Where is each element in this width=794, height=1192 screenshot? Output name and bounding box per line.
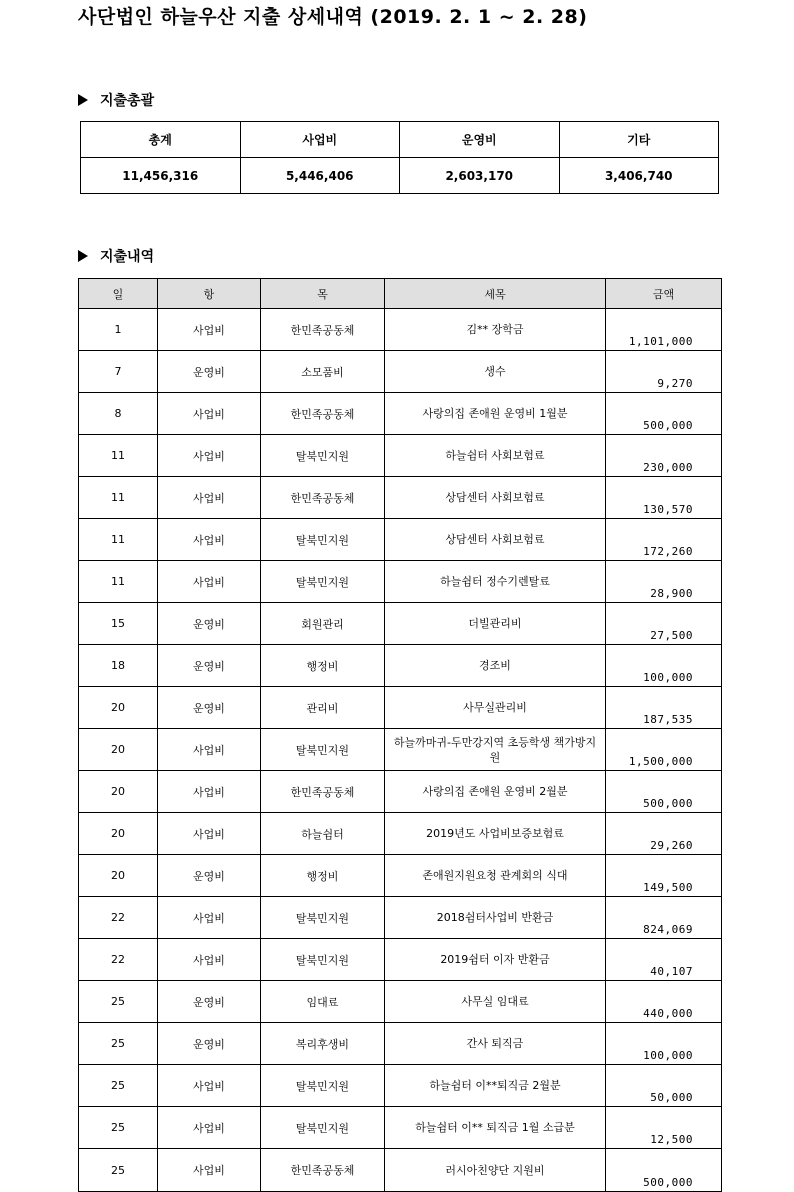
row-item: 복리후생비 (261, 1023, 385, 1065)
row-category: 운영비 (158, 687, 261, 729)
row-amount: 50,000 (606, 1065, 722, 1107)
row-detail: 상담센터 사회보험료 (385, 519, 606, 561)
summary-value-operation: 2,603,170 (400, 158, 560, 194)
row-day: 8 (79, 393, 158, 435)
row-amount: 149,500 (606, 855, 722, 897)
table-row (79, 603, 722, 645)
row-item: 탈북민지원 (261, 939, 385, 981)
row-amount: 500,000 (606, 771, 722, 813)
summary-value-total: 11,456,316 (81, 158, 241, 194)
row-detail: 사랑의집 존애원 운영비 2월분 (385, 771, 606, 813)
row-item: 관리비 (261, 687, 385, 729)
row-day: 20 (79, 771, 158, 813)
row-detail: 러시아친양단 지원비 (385, 1149, 606, 1192)
table-row (79, 687, 722, 729)
header-detail: 세목 (385, 279, 606, 309)
row-day: 11 (79, 435, 158, 477)
triangle-bullet-icon (78, 250, 88, 262)
row-day: 18 (79, 645, 158, 687)
row-day: 1 (79, 309, 158, 351)
row-amount: 28,900 (606, 561, 722, 603)
row-day: 25 (79, 1023, 158, 1065)
row-item: 하늘쉼터 (261, 813, 385, 855)
row-amount: 440,000 (606, 981, 722, 1023)
row-day: 22 (79, 939, 158, 981)
row-detail: 하늘까마귀-두만강지역 초등학생 책가방지원 (385, 729, 606, 771)
table-row (79, 309, 722, 351)
detail-table (78, 278, 722, 1192)
row-amount: 1,500,000 (606, 729, 722, 771)
row-day: 25 (79, 1149, 158, 1192)
detail-table-body (79, 309, 722, 1192)
row-detail: 사무실 임대료 (385, 981, 606, 1023)
header-item: 목 (261, 279, 385, 309)
row-item: 한민족공동체 (261, 477, 385, 519)
summary-value-business: 5,446,406 (240, 158, 400, 194)
row-amount: 187,535 (606, 687, 722, 729)
row-category: 사업비 (158, 309, 261, 351)
row-detail: 2018쉼터사업비 반환금 (385, 897, 606, 939)
row-category: 운영비 (158, 981, 261, 1023)
row-amount: 27,500 (606, 603, 722, 645)
row-detail: 더빌관리비 (385, 603, 606, 645)
row-amount: 824,069 (606, 897, 722, 939)
detail-section-heading (78, 246, 154, 266)
row-category: 사업비 (158, 729, 261, 771)
summary-table (80, 121, 719, 194)
summary-header-operation: 운영비 (400, 122, 560, 158)
row-category: 운영비 (158, 645, 261, 687)
row-amount: 130,570 (606, 477, 722, 519)
row-detail: 생수 (385, 351, 606, 393)
table-row (79, 771, 722, 813)
table-row (79, 561, 722, 603)
summary-header-total: 총계 (81, 122, 241, 158)
row-detail: 간사 퇴직금 (385, 1023, 606, 1065)
row-detail: 2019년도 사업비보증보험료 (385, 813, 606, 855)
summary-header-row (81, 122, 719, 158)
row-detail: 하늘쉼터 정수기렌탈료 (385, 561, 606, 603)
table-row (79, 1023, 722, 1065)
row-category: 운영비 (158, 1023, 261, 1065)
table-row (79, 351, 722, 393)
detail-heading-text: 지출내역 (100, 249, 155, 265)
table-row (79, 897, 722, 939)
row-amount: 230,000 (606, 435, 722, 477)
table-row (79, 435, 722, 477)
row-item: 탈북민지원 (261, 519, 385, 561)
row-item: 한민족공동체 (261, 1149, 385, 1192)
row-detail: 사랑의집 존애원 운영비 1월분 (385, 393, 606, 435)
row-item: 소모품비 (261, 351, 385, 393)
row-detail: 경조비 (385, 645, 606, 687)
row-category: 사업비 (158, 939, 261, 981)
summary-value-row (81, 158, 719, 194)
row-item: 임대료 (261, 981, 385, 1023)
row-category: 사업비 (158, 1149, 261, 1192)
row-detail: 김** 장학금 (385, 309, 606, 351)
row-amount: 12,500 (606, 1107, 722, 1149)
row-category: 사업비 (158, 393, 261, 435)
summary-header-other: 기타 (559, 122, 719, 158)
row-item: 탈북민지원 (261, 897, 385, 939)
row-amount: 100,000 (606, 1023, 722, 1065)
row-amount: 172,260 (606, 519, 722, 561)
table-row (79, 393, 722, 435)
detail-header-row (79, 279, 722, 309)
table-row (79, 519, 722, 561)
row-category: 사업비 (158, 813, 261, 855)
row-detail: 하늘쉼터 이**퇴직금 2월분 (385, 1065, 606, 1107)
row-detail: 사무실관리비 (385, 687, 606, 729)
row-day: 25 (79, 1065, 158, 1107)
row-day: 20 (79, 813, 158, 855)
row-item: 탈북민지원 (261, 435, 385, 477)
row-item: 탈북민지원 (261, 561, 385, 603)
table-row (79, 645, 722, 687)
row-item: 탈북민지원 (261, 1065, 385, 1107)
summary-value-other: 3,406,740 (559, 158, 719, 194)
row-item: 탈북민지원 (261, 1107, 385, 1149)
row-day: 20 (79, 729, 158, 771)
row-category: 운영비 (158, 351, 261, 393)
row-category: 사업비 (158, 1065, 261, 1107)
row-category: 운영비 (158, 603, 261, 645)
row-detail: 하늘쉼터 이** 퇴직금 1월 소급분 (385, 1107, 606, 1149)
table-row (79, 1149, 722, 1192)
row-item: 한민족공동체 (261, 309, 385, 351)
table-row (79, 981, 722, 1023)
row-item: 한민족공동체 (261, 393, 385, 435)
row-item: 행정비 (261, 645, 385, 687)
row-day: 7 (79, 351, 158, 393)
row-day: 20 (79, 855, 158, 897)
row-category: 운영비 (158, 855, 261, 897)
summary-header-business: 사업비 (240, 122, 400, 158)
row-category: 사업비 (158, 477, 261, 519)
row-amount: 29,260 (606, 813, 722, 855)
table-row (79, 1107, 722, 1149)
triangle-bullet-icon (78, 94, 88, 106)
document-title: 사단법인 하늘우산 지출 상세내역 (2019. 2. 1 ~ 2. 28) (78, 6, 588, 28)
row-amount: 100,000 (606, 645, 722, 687)
row-day: 15 (79, 603, 158, 645)
table-row (79, 813, 722, 855)
row-category: 사업비 (158, 561, 261, 603)
header-category: 항 (158, 279, 261, 309)
row-day: 25 (79, 981, 158, 1023)
row-category: 사업비 (158, 435, 261, 477)
row-category: 사업비 (158, 1107, 261, 1149)
row-amount: 40,107 (606, 939, 722, 981)
row-item: 회원관리 (261, 603, 385, 645)
row-day: 11 (79, 519, 158, 561)
row-day: 25 (79, 1107, 158, 1149)
row-day: 11 (79, 561, 158, 603)
row-amount: 1,101,000 (606, 309, 722, 351)
header-day: 일 (79, 279, 158, 309)
summary-section-heading (78, 90, 154, 110)
row-amount: 9,270 (606, 351, 722, 393)
table-row (79, 477, 722, 519)
row-detail: 상담센터 사회보험료 (385, 477, 606, 519)
row-category: 사업비 (158, 771, 261, 813)
row-day: 20 (79, 687, 158, 729)
row-detail: 2019쉼터 이자 반환금 (385, 939, 606, 981)
row-item: 탈북민지원 (261, 729, 385, 771)
row-day: 22 (79, 897, 158, 939)
summary-heading-text: 지출총괄 (100, 93, 155, 109)
header-amount: 금액 (606, 279, 722, 309)
row-amount: 500,000 (606, 393, 722, 435)
table-row (79, 729, 722, 771)
table-row (79, 939, 722, 981)
row-detail: 하늘쉼터 사회보험료 (385, 435, 606, 477)
table-row (79, 855, 722, 897)
row-detail: 존애원지원요청 관계회의 식대 (385, 855, 606, 897)
row-item: 행정비 (261, 855, 385, 897)
row-day: 11 (79, 477, 158, 519)
row-amount: 500,000 (606, 1149, 722, 1192)
row-category: 사업비 (158, 519, 261, 561)
row-category: 사업비 (158, 897, 261, 939)
row-item: 한민족공동체 (261, 771, 385, 813)
table-row (79, 1065, 722, 1107)
